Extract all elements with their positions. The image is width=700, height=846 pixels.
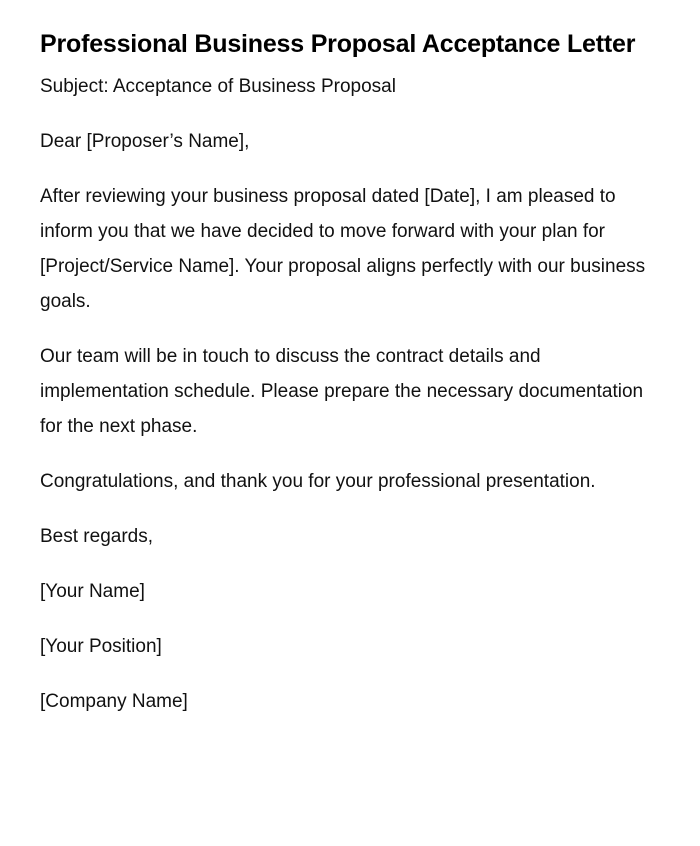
letter-salutation: Dear [Proposer’s Name],	[40, 131, 250, 152]
signature-company: [Company Name]	[40, 691, 188, 712]
signature-name: [Your Name]	[40, 581, 145, 602]
letter-paragraph-3: Congratulations, and thank you for your professional presentation.	[40, 471, 596, 492]
letter-paragraph-1: After reviewing your business proposal dated [Date], I am pleased to inform you that we have decided to move forward with your plan for [Project/Service Name]. Your proposal aligns perfectly with our business goals.	[40, 186, 646, 312]
letter-subject: Subject: Acceptance of Business Proposal	[40, 76, 396, 97]
letter-title: Professional Business Proposal Acceptance Letter	[40, 30, 636, 58]
letter-closing: Best regards,	[40, 526, 153, 547]
letter-paragraph-2: Our team will be in touch to discuss the contract details and implementation schedule. Please prepare the necessary documentation for the next phase.	[40, 346, 644, 437]
signature-position: [Your Position]	[40, 636, 162, 657]
